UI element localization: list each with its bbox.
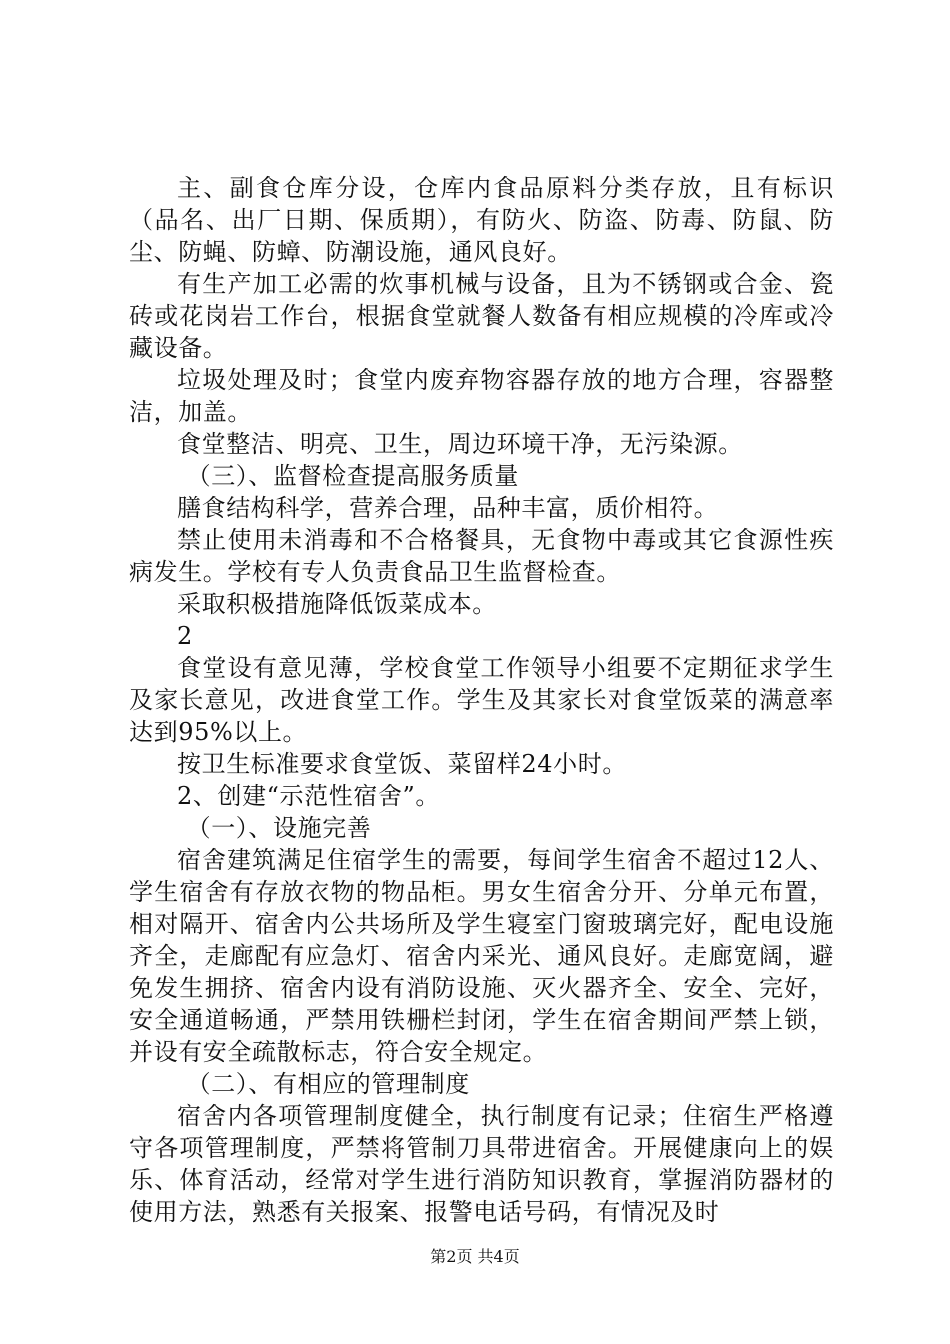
subsection-heading-management: （二）、有相应的管理制度 (186, 1070, 470, 1098)
paragraph-warehouse: 主、副食仓库分设，仓库内食品原料分类存放，且有标识（品名、出厂日期、保质期），有防火、防盗、防毒、防鼠、防尘、防蝇、防蟑、防潮设施，通风良好。 (129, 174, 834, 266)
paragraph-feedback: 食堂设有意见薄，学校食堂工作领导小组要不定期征求学生及家长意见，改进食堂工作。学生及其家长对食堂饭菜的满意率达到95%以上。 (129, 654, 834, 746)
paragraph-cleanliness: 食堂整洁、明亮、卫生，周边环境干净，无污染源。 (177, 430, 743, 458)
section-heading-dormitory: 2、创建“示范性宿舍”。 (177, 782, 441, 810)
section-heading-supervision: （三）、监督检查提高服务质量 (186, 462, 519, 490)
paragraph-garbage: 垃圾处理及时；食堂内废弃物容器存放的地方合理，容器整洁，加盖。 (129, 366, 834, 426)
paragraph-samples: 按卫生标准要求食堂饭、菜留样24小时。 (177, 750, 627, 778)
document-body (129, 172, 834, 1228)
paragraph-dorm-management: 宿舍内各项管理制度健全，执行制度有记录；住宿生严格遵守各项管理制度，严禁将管制刀具带进宿舍。开展健康向上的娱乐、体育活动，经常对学生进行消防知识教育，掌握消防器材的使用方法，熟悉有关报案、报警电话号码，有情况及时 (129, 1102, 834, 1226)
paragraph-cost: 采取积极措施降低饭菜成本。 (177, 590, 497, 618)
page-footer: 第2页 共4页 (430, 1247, 520, 1266)
paragraph-equipment: 有生产加工必需的炊事机械与设备，且为不锈钢或合金、瓷砖或花岗岩工作台，根据食堂就餐人数备有相应规模的冷库或冷藏设备。 (129, 270, 834, 362)
subsection-heading-facilities: （一）、设施完善 (186, 814, 372, 842)
paragraph-tableware: 禁止使用未消毒和不合格餐具，无食物中毒或其它食源性疾病发生。学校有专人负责食品卫生监督检查。 (129, 526, 834, 586)
paragraph-dorm-facilities: 宿舍建筑满足住宿学生的需要，每间学生宿舍不超过12人、学生宿舍有存放衣物的物品柜。男女生宿舍分开、分单元布置，相对隔开、宿舍内公共场所及学生寝室门窗玻璃完好，配电设施齐全，走廊配有应急灯、宿舍内采光、通风良好。走廊宽阔，避免发生拥挤、宿舍内设有消防设施、灭火器齐全、安全、完好，安全通道畅通，严禁用铁栅栏封闭，学生在宿舍期间严禁上锁，并设有安全疏散标志，符合安全规定。 (129, 846, 834, 1066)
stray-page-number: 2 (177, 622, 193, 650)
paragraph-diet: 膳食结构科学，营养合理，品种丰富，质价相符。 (177, 494, 719, 522)
